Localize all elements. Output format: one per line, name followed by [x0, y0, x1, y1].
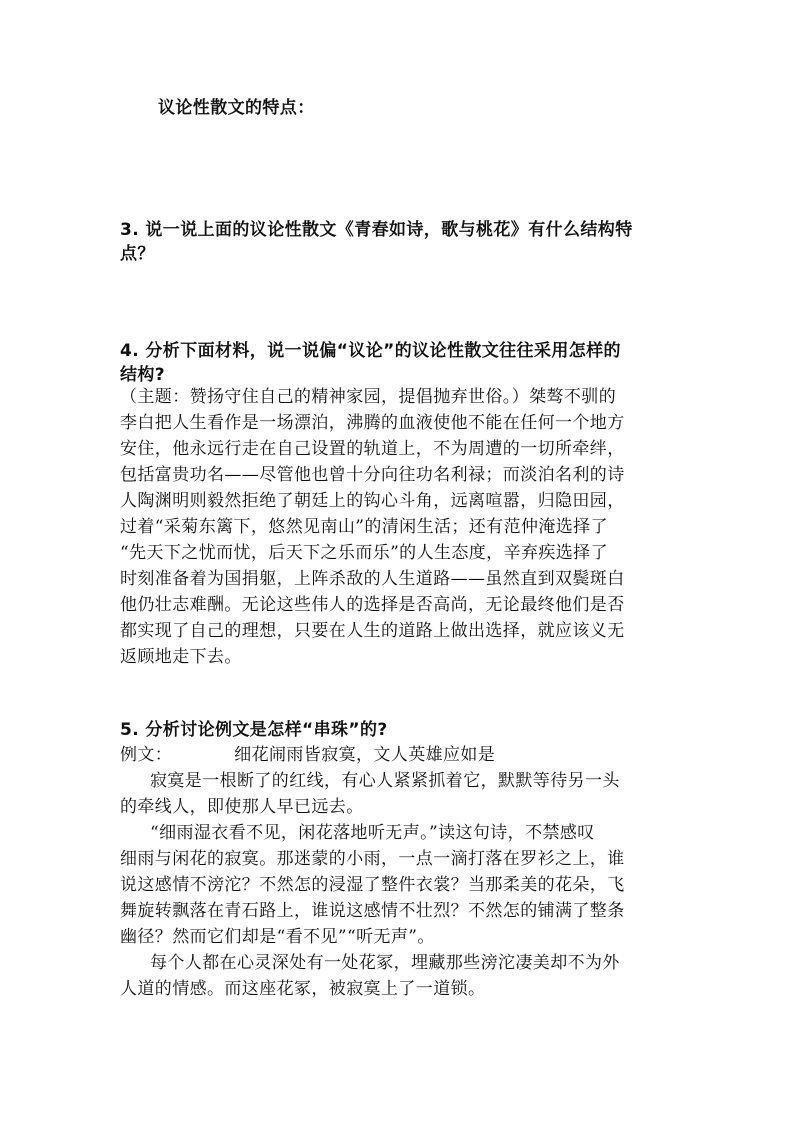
- section-heading: 议论性散文的特点：: [158, 98, 315, 118]
- passage-4-line: 返顾地走下去。: [120, 647, 242, 667]
- passage-5-line: 每个人都在心灵深处有一处花冢，埋藏那些滂沱凄美却不为外: [150, 953, 620, 973]
- passage-4-line: （主题：赞扬守住自己的精神家园，提倡抛弃世俗。）桀骜不驯的: [120, 387, 617, 407]
- passage-5-line: 舞旋转飘落在青石路上，谁说这感情不壮烈？不然怎的铺满了整条: [120, 901, 625, 921]
- passage-5-line: 说这感情不滂沱？不然怎的浸湿了整件衣裳？当那柔美的花朵，飞: [120, 875, 625, 895]
- question-4-line-1: 4. 分析下面材料，说一说偏“议论”的议论性散文往往采用怎样的: [120, 341, 621, 361]
- passage-4-line: 安住，他永远行走在自己设置的轨道上，不为周遭的一切所牵绊，: [120, 439, 625, 459]
- passage-4-line: 都实现了自己的理想，只要在人生的道路上做出选择，就应该义无: [120, 621, 625, 641]
- passage-4-line: 人陶渊明则毅然拒绝了朝廷上的钩心斗角，远离喧嚣，归隐田园，: [120, 491, 625, 511]
- passage-5-line: 人道的情感。而这座花冢，被寂寞上了一道锁。: [120, 979, 486, 999]
- example-title: 细花闹雨皆寂寞，文人英雄应如是: [234, 745, 496, 765]
- passage-4-line: 时刻准备着为国捐躯，上阵杀敌的人生道路——虽然直到双鬓斑白: [120, 569, 625, 589]
- passage-4-line: 包括富贵功名——尽管他也曾十分向往功名利禄；而淡泊名利的诗: [120, 465, 625, 485]
- example-heading: [120, 742, 680, 768]
- passage-5-line: 的牵线人，即使那人早已远去。: [120, 797, 364, 817]
- question-4-line-2: 结构?: [120, 365, 166, 385]
- question-3-line-2: 点？: [120, 244, 155, 264]
- passage-4-line: 他仍壮志难酬。无论这些伟人的选择是否高尚，无论最终他们是否: [120, 595, 625, 615]
- question-5-line-1: 5. 分析讨论例文是怎样“串珠”的?: [120, 720, 388, 740]
- passage-4-line: “先天下之忧而忧，后天下之乐而乐”的人生态度，辛弃疾选择了: [120, 543, 608, 563]
- example-label: 例文：: [120, 745, 173, 765]
- passage-5-line: 细雨与闲花的寂寞。那迷蒙的小雨，一点一滴打落在罗衫之上，谁: [120, 849, 625, 869]
- passage-5-line: 幽径？然而它们却是“看不见”“听无声”。: [120, 927, 435, 947]
- passage-4-line: 李白把人生看作是一场漂泊，沸腾的血液使他不能在任何一个地方: [120, 413, 625, 433]
- passage-4-line: 过着“采菊东篱下，悠然见南山”的清闲生活；还有范仲淹选择了: [120, 517, 608, 537]
- question-3-line-1: 3. 说一说上面的议论性散文《青春如诗，歌与桃花》有什么结构特: [120, 220, 633, 240]
- passage-5-line: “细雨湿衣看不见，闲花落地听无声。”读这句诗，不禁感叹: [150, 823, 595, 843]
- passage-5-line: 寂寞是一根断了的红线，有心人紧紧抓着它，默默等待另一头: [150, 771, 620, 791]
